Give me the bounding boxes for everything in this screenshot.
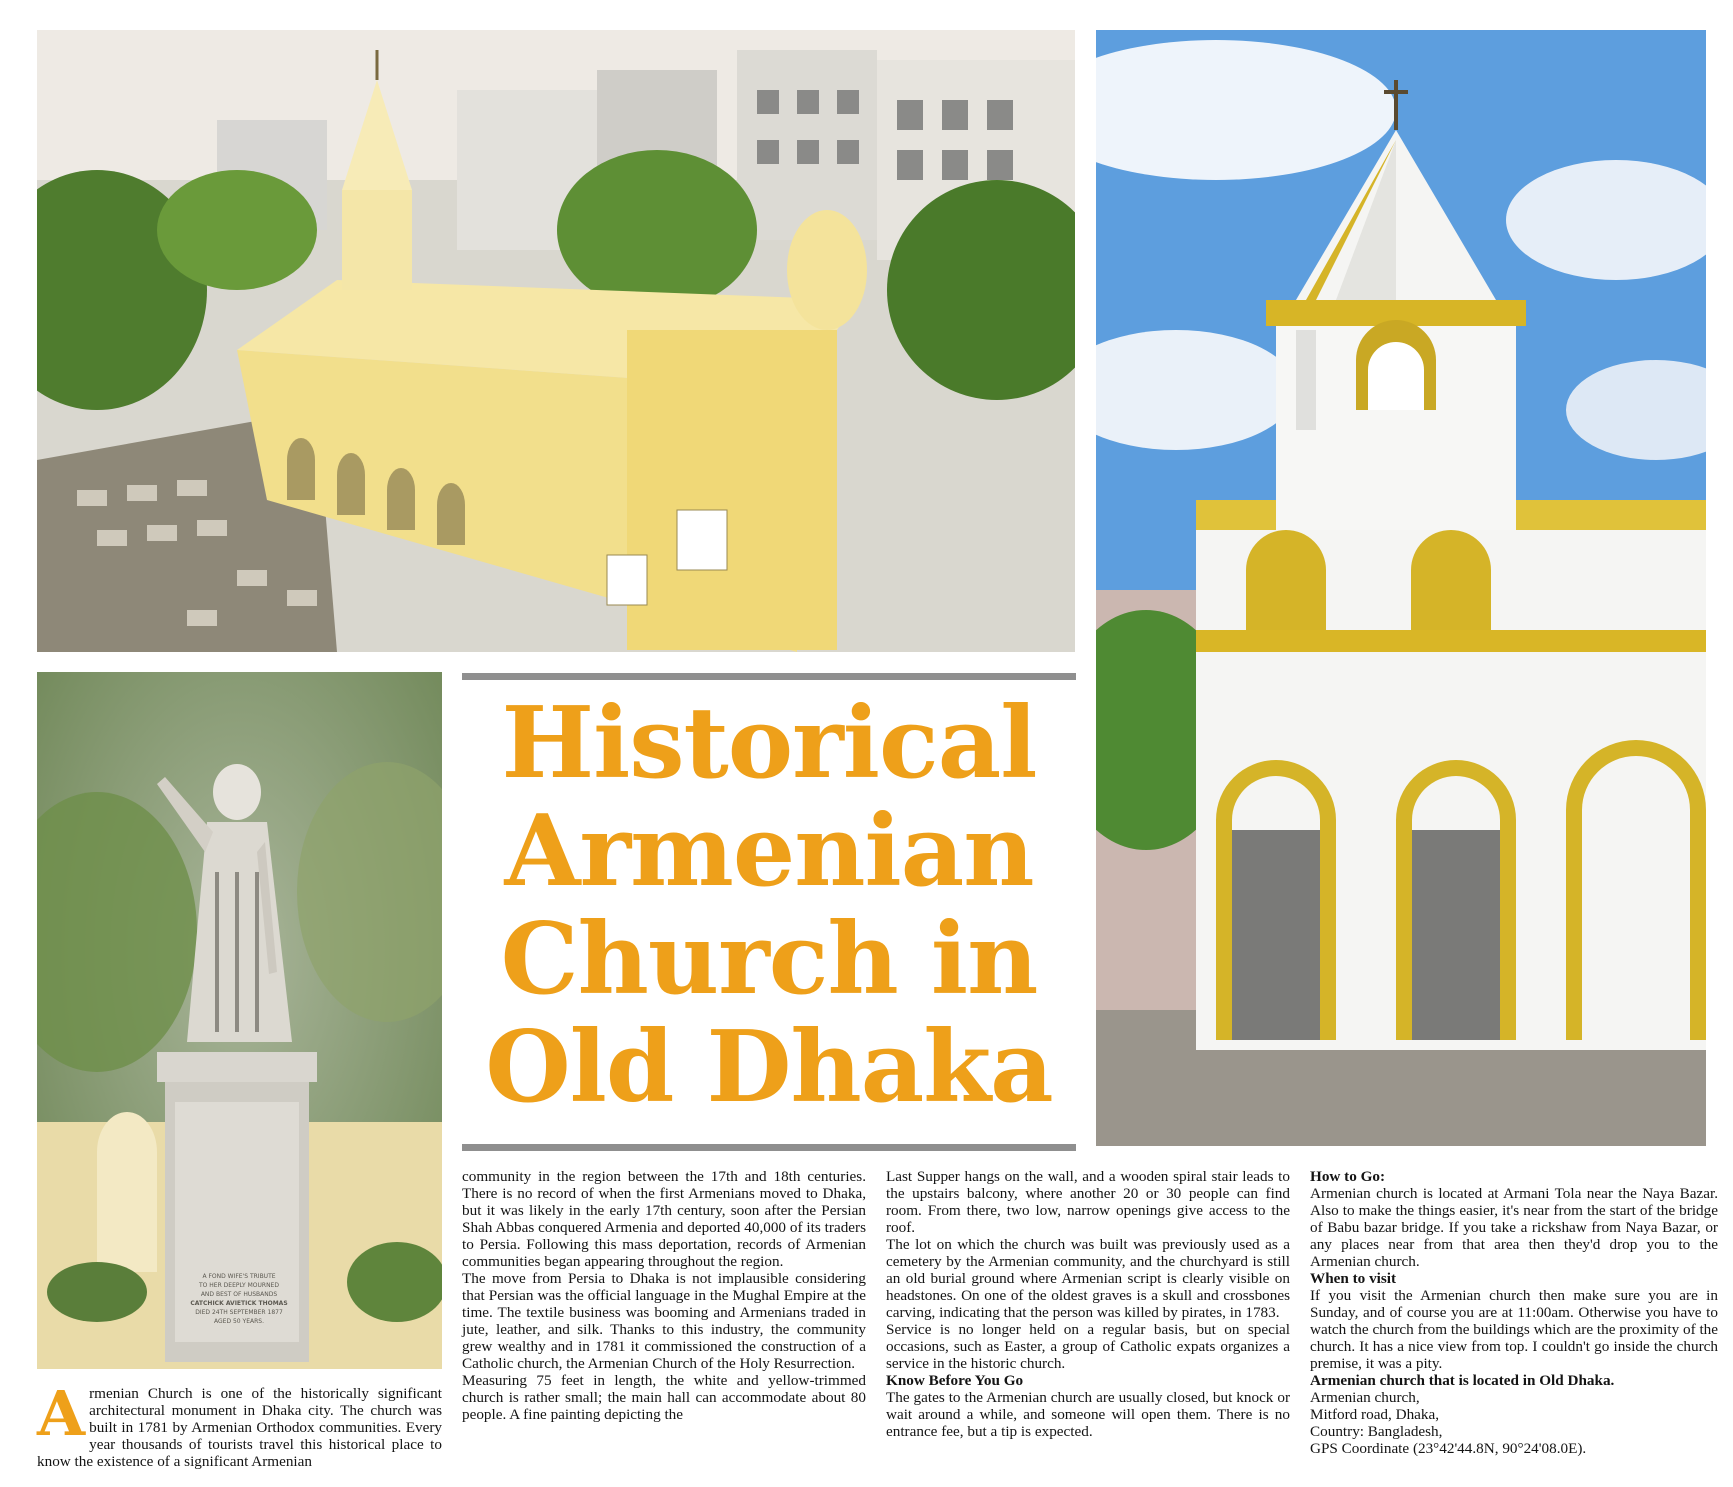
headline-line: Old Dhaka [485, 1010, 1053, 1125]
inscription [177, 1272, 301, 1326]
headline [462, 686, 1076, 1125]
headline-top-rule [462, 673, 1076, 680]
paragraph: Measuring 75 feet in length, the white and yellow-trimmed church is rather small; the main hall can accommodate about 80 people. A fine painting depicting the [462, 1372, 866, 1423]
article-column-3 [886, 1168, 1290, 1440]
church-aerial-photo [37, 30, 1075, 652]
article-column-4 [1310, 1168, 1718, 1457]
address-line: Mitford road, Dhaka, [1310, 1406, 1440, 1423]
address-line: Armenian church, [1310, 1389, 1420, 1406]
article-intro: rmenian Church is one of the historically significant architectural monument in Dhaka city. The church was built in 1781 by Armenian Orthodox communities. Every year thousands of tourists travel this historical place to know the existence of a significant Armenian [37, 1385, 442, 1470]
article-column-2 [462, 1168, 866, 1423]
paragraph: The lot on which the church was built was previously used as a cemetery by the Armenian community, and the churchyard is still an old burial ground where Armenian script is clearly visible on headstones. On one of the oldest graves is a skull and crossbones carving, indicating that the person was killed by pirates, in 1783. [886, 1236, 1290, 1321]
paragraph: The move from Persia to Dhaka is not implausible considering that Persian was the official language in the Mughal Empire at the time. The textile business was booming and Armenians traded in jute, leather, and silk. Thanks to this industry, the community grew wealthy and in 1781 it commissioned the construction of a Catholic church, the Armenian Church of the Holy Resurrection. [462, 1270, 866, 1372]
inscription-line: AND BEST OF HUSBANDS [200, 1291, 278, 1298]
how-to-go-heading: How to Go: [1310, 1168, 1386, 1185]
paragraph: Service is no longer held on a regular basis, but on special occasions, such as Easter, a group of Catholic expats organizes a service in the historic church. [886, 1321, 1290, 1372]
inscription-line: TO HER DEEPLY MOURNED [199, 1282, 279, 1289]
inscription-line: CATCHICK AVIETICK THOMAS [190, 1300, 288, 1307]
paragraph: community in the region between the 17th and 18th centuries. There is no record of when the first Armenians moved to Dhaka, but it was likely in the early 17th century, soon after the Persian Shah Abbas conquered Armenia and deported 40,000 of its traders to Persia. Following this mass deportation, records of Armenian communities began appearing throughout the region. [462, 1168, 866, 1270]
headline-line: Historical [501, 686, 1037, 801]
statue-grave-photo [37, 672, 442, 1369]
drop-cap: A [37, 1377, 86, 1450]
paragraph: If you visit the Armenian church then make sure you are in Sunday, and of course you are at 11:00am. Otherwise you have to watch the church from the buildings which are the proximity of the church. It has a nice view from top. I couldn't go inside the church premise, it was a pity. [1310, 1287, 1718, 1372]
when-to-visit-heading: When to visit [1310, 1270, 1397, 1287]
inscription-line: AGED 50 YEARS. [214, 1318, 264, 1325]
address-heading: Armenian church that is located in Old Dhaka. [1310, 1372, 1615, 1389]
paragraph: The gates to the Armenian church are usually closed, but knock or wait around a while, and someone will open them. There is no entrance fee, but a tip is expected. [886, 1389, 1290, 1440]
paragraph: Last Supper hangs on the wall, and a wooden spiral stair leads to the upstairs balcony, where another 20 or 30 people can find room. From there, two low, narrow openings give access to the roof. [886, 1168, 1290, 1236]
bell-tower-photo [1096, 30, 1706, 1146]
headline-line: Church in [500, 902, 1038, 1017]
inscription-line: DIED 24TH SEPTEMBER 1877 [195, 1309, 283, 1316]
headline-line: Armenian [504, 794, 1034, 909]
headline-bottom-rule [462, 1144, 1076, 1151]
address-line: Country: Bangladesh, [1310, 1423, 1443, 1440]
address-line: GPS Coordinate (23°42'44.8N, 90°24'08.0E). [1310, 1440, 1587, 1457]
paragraph: Armenian church is located at Armani Tola near the Naya Bazar. Also to make the things easier, it's near from the start of the bridge of Babu bazar bridge. If you take a rickshaw from Naya Bazar, or any places near from that area then they'd drop you to the Armenian church. [1310, 1185, 1718, 1270]
know-before-heading: Know Before You Go [886, 1372, 1024, 1389]
inscription-line: A FOND WIFE'S TRIBUTE [202, 1273, 276, 1280]
article-column-1 [37, 1377, 442, 1470]
